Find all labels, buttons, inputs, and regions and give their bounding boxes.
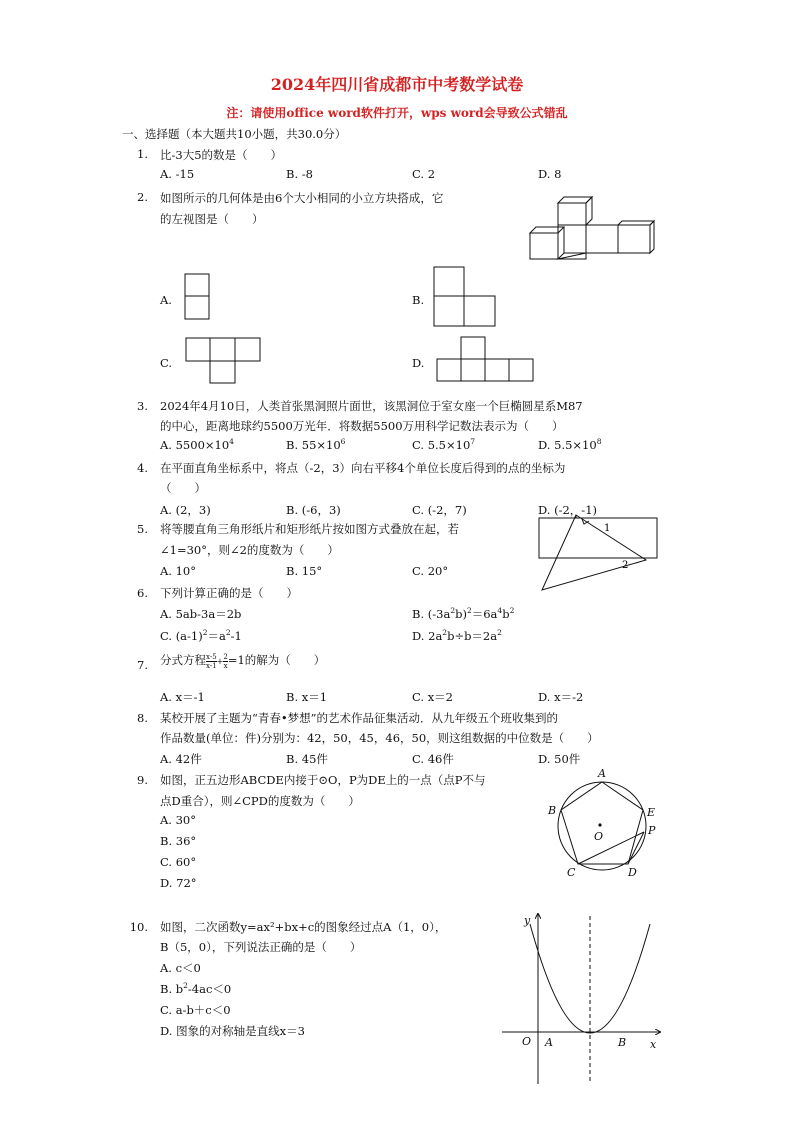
q6-option-b: B. $(-3a^2b)^2=6a^4b^2$ <box>412 606 515 621</box>
q10-label-o: O <box>522 1035 532 1048</box>
q2-option-c-figure <box>185 337 265 387</box>
q5-number: 5. <box>137 522 148 536</box>
q9-label-o: O <box>594 830 604 843</box>
q3-option-d: D. $5.5\times 10^8$ <box>538 437 602 452</box>
q2-option-c: C. <box>160 356 173 370</box>
q5-figure <box>536 512 662 594</box>
q7-fraction-2: $\frac{2}{x}$ <box>223 652 228 670</box>
q7-fraction-1: $\frac{x-5}{x-1}$ <box>206 652 217 670</box>
q10-stem-line2: B（5，0），下列说法正确的是（ ） <box>160 940 362 954</box>
q7-option-d: D. x＝-2 <box>538 690 584 704</box>
q4-option-c: C. (-2，7) <box>412 503 467 517</box>
q8-option-d: D. 50件 <box>538 752 581 766</box>
q9-label-d: D <box>628 866 637 876</box>
q1-stem: 比-3大5的数是（ ） <box>160 148 283 162</box>
q9-option-d: D. 72° <box>160 876 197 890</box>
q10-label-a: A <box>545 1036 553 1049</box>
q3-number: 3. <box>137 399 148 413</box>
q10-stem-line1: 如图，二次函数y=ax²+bx+c的图象经过点A（1，0）， <box>160 920 447 934</box>
q9-number: 9. <box>137 773 148 787</box>
q3-stem-line2: 的中心，距离地球约5500万光年．将数据5500万用科学记数法表示为（ ） <box>160 419 564 433</box>
warning-note: 注：请使用office word软件打开，wps word会导致公式错乱 <box>226 106 568 120</box>
q2-option-a-figure <box>184 273 212 323</box>
q9-label-a: A <box>598 767 606 780</box>
q7-number: 7. <box>137 658 148 672</box>
q10-option-d: D. 图象的对称轴是直线x＝3 <box>160 1024 305 1038</box>
q2-number: 2. <box>137 190 148 204</box>
q5-option-b: B. 15° <box>286 564 323 578</box>
q2-stem-line2: 的左视图是（ ） <box>160 212 264 226</box>
q7-option-b: B. x＝1 <box>286 690 328 704</box>
q7-stem: 分式方程 $\frac{x-5}{x-1}$ + $\frac{2}{x}$ =1的解为（ ） <box>160 652 326 670</box>
q6-option-c: C. $(a-1)^2=a^2-1$ <box>160 628 242 643</box>
q4-number: 4. <box>137 461 148 475</box>
q9-label-b: B <box>548 804 557 817</box>
q8-stem-line1: 某校开展了主题为“青春•梦想”的艺术作品征集活动．从九年级五个班收集到的 <box>160 711 559 725</box>
q9-option-c: C. 60° <box>160 855 197 869</box>
q9-stem-line1: 如图，正五边形ABCDE内接于⊙O，P为DE上的一点（点P不与 <box>160 773 486 787</box>
q9-label-e: E <box>647 806 656 819</box>
q8-stem-line2: 作品数量(单位：件)分别为：42，50，45，46，50，则这组数据的中位数是（ ） <box>160 731 599 745</box>
q4-stem-line1: 在平面直角坐标系中，将点（-2，3）向右平移4个单位长度后得到的点的坐标为 <box>160 461 566 475</box>
q2-stem-line1: 如图所示的几何体是由6个大小相同的小立方块搭成，它 <box>160 191 444 205</box>
q5-angle-1-label: 1 <box>604 523 611 534</box>
q2-option-a: A. <box>160 293 172 307</box>
q3-option-b: B. $55\times 10^6$ <box>286 437 346 452</box>
q6-option-d: D. $2a^2b\div b=2a^2$ <box>412 628 502 643</box>
q4-option-a: A. (2，3) <box>160 503 211 517</box>
q8-option-b: B. 45件 <box>286 752 328 766</box>
q2-option-b: B. <box>412 293 425 307</box>
q8-option-a: A. 42件 <box>160 752 202 766</box>
q2-option-b-figure <box>433 266 499 330</box>
q6-number: 6. <box>137 586 148 600</box>
q10-option-c: C. a-b＋c＜0 <box>160 1003 231 1017</box>
q6-stem: 下列计算正确的是（ ） <box>160 586 298 600</box>
q5-stem-line2: ∠1=30°，则∠2的度数为（ ） <box>160 543 339 557</box>
q10-number: 10. <box>129 920 148 934</box>
q1-option-a: A. -15 <box>160 167 195 181</box>
q5-option-c: C. 20° <box>412 564 449 578</box>
q1-option-b: B. -8 <box>286 167 313 181</box>
q6-option-a: A. 5ab-3a＝2b <box>160 607 242 621</box>
q1-option-c: C. 2 <box>412 167 436 181</box>
q1-option-d: D. 8 <box>538 167 562 181</box>
q9-label-p: P <box>648 824 656 837</box>
q8-option-c: C. 46件 <box>412 752 454 766</box>
page-title: 2024年四川省成都市中考数学试卷 <box>270 75 524 94</box>
q3-stem-line1: 2024年4月10日，人类首张黑洞照片面世，该黑洞位于室女座一个巨椭圆星系M87 <box>160 399 583 413</box>
q3-option-c: C. $5.5\times 10^7$ <box>412 437 476 452</box>
q10-parabola-figure <box>500 908 666 1088</box>
q9-option-a: A. 30° <box>160 813 196 827</box>
q9-label-c: C <box>567 866 576 876</box>
q4-option-b: B. (-6，3) <box>286 503 341 517</box>
q3-option-a: A. $5500\times 10^4$ <box>160 437 234 452</box>
q8-number: 8. <box>137 711 148 725</box>
section-heading: 一、选择题（本大题共10小题，共30.0分） <box>122 127 347 141</box>
q1-number: 1. <box>137 147 148 161</box>
q10-label-x: x <box>650 1038 657 1051</box>
q2-option-d: D. <box>412 356 425 370</box>
q10-option-b: B. $b^2-4ac<0$ <box>160 981 232 996</box>
q7-option-c: C. x＝2 <box>412 690 454 704</box>
q5-stem-line1: 将等腰直角三角形纸片和矩形纸片按如图方式叠放在起，若 <box>160 522 459 536</box>
q10-option-a: A. c＜0 <box>160 961 201 975</box>
q10-label-b: B <box>618 1036 627 1049</box>
q2-option-d-figure <box>436 336 536 384</box>
q5-angle-2-label: 2 <box>622 560 629 571</box>
q9-option-b: B. 36° <box>160 834 197 848</box>
q10-label-y: y <box>524 914 531 927</box>
q5-option-a: A. 10° <box>160 564 196 578</box>
q9-pentagon-figure <box>540 764 664 876</box>
q4-option-d: D. (-2，-1) <box>538 503 597 517</box>
q9-stem-line2: 点D重合），则∠CPD的度数为（ ） <box>160 794 360 808</box>
q2-solid-figure <box>524 185 660 265</box>
q4-stem-line2: （ ） <box>160 481 206 495</box>
q7-option-a: A. x＝-1 <box>160 690 205 704</box>
